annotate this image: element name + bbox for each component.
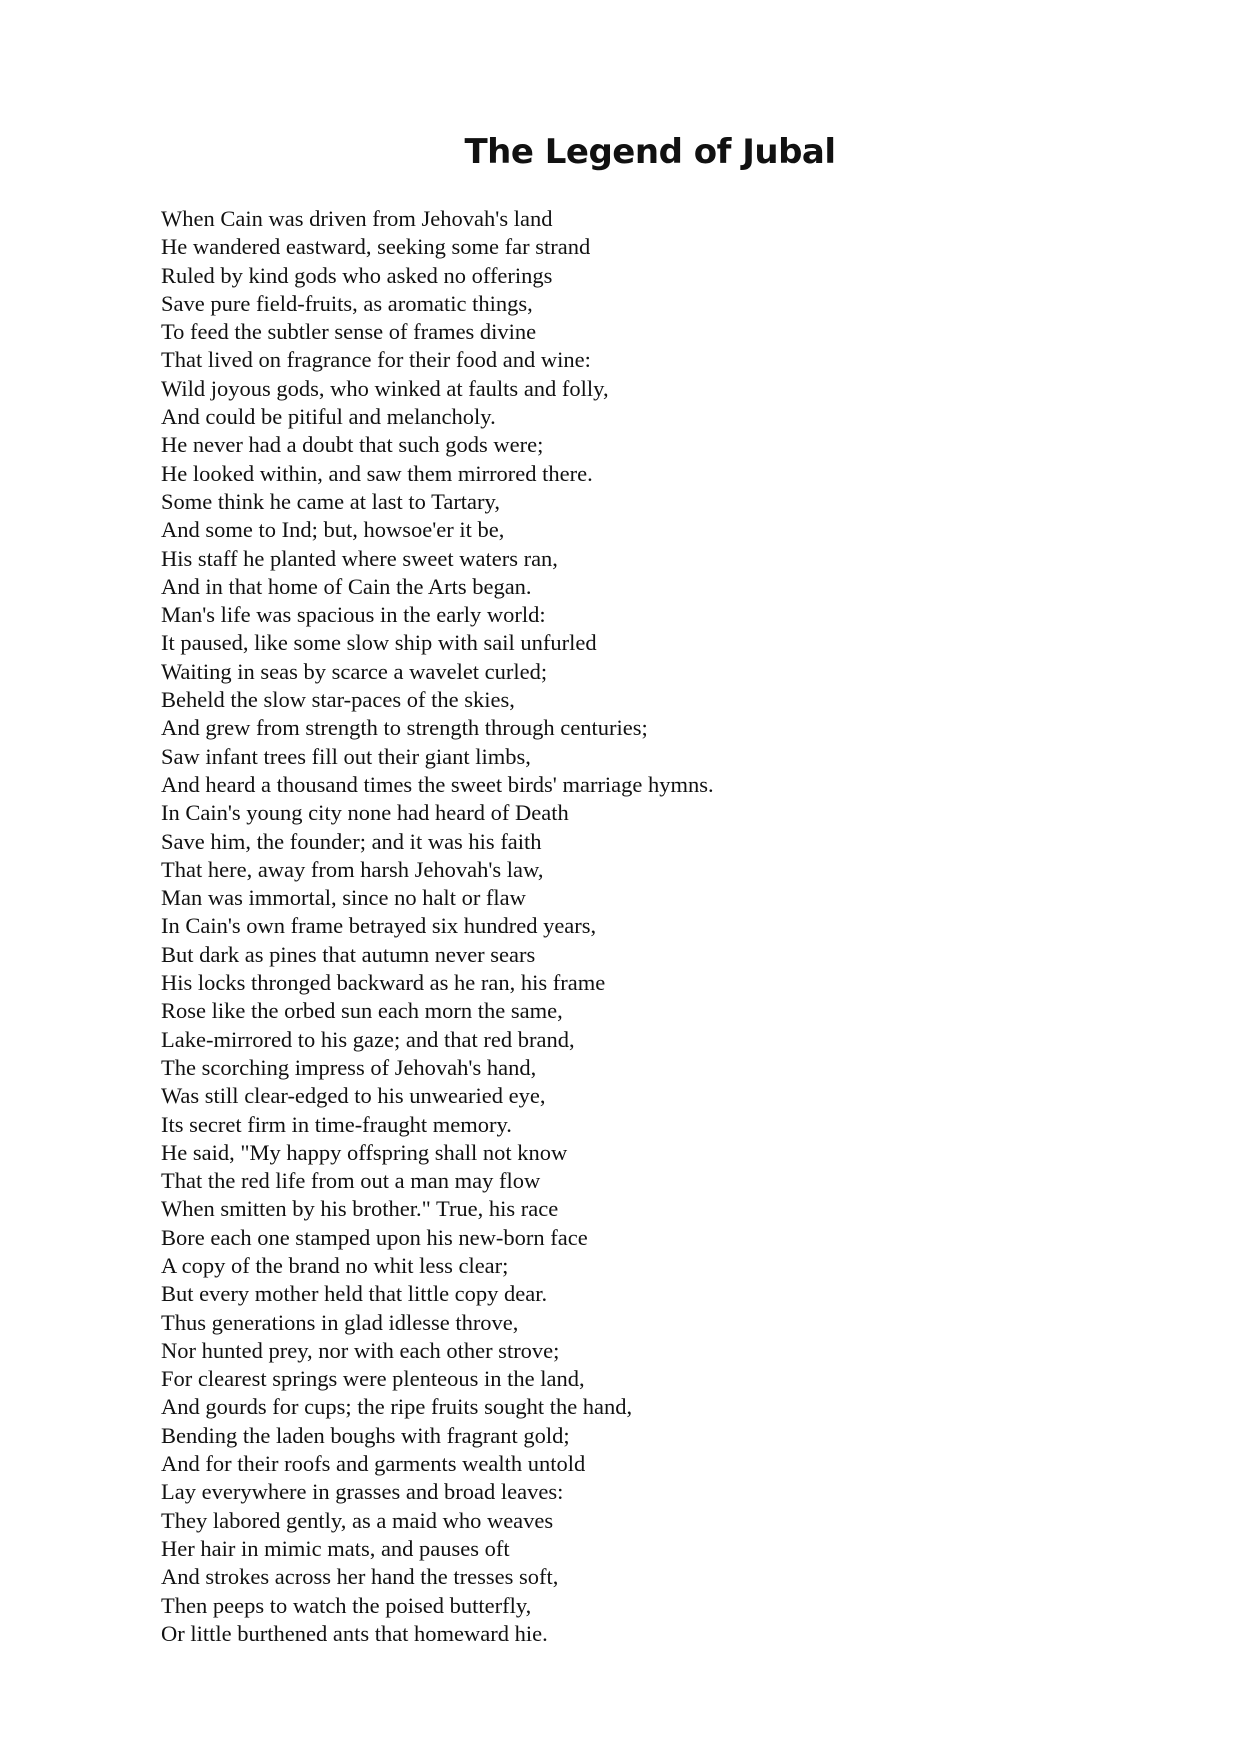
poem-line: Thus generations in glad idlesse throve,: [161, 1309, 519, 1335]
poem-line: His locks thronged backward as he ran, his frame: [161, 970, 606, 996]
poem-line: Nor hunted prey, nor with each other strove;: [161, 1337, 560, 1363]
poem-line: He never had a doubt that such gods were;: [161, 432, 544, 458]
page-title: The Legend of Jubal: [464, 132, 836, 172]
poem-line: Lake-mirrored to his gaze; and that red brand,: [161, 1026, 575, 1052]
poem-line: He looked within, and saw them mirrored there.: [161, 460, 593, 486]
poem-line: When smitten by his brother." True, his race: [161, 1196, 559, 1222]
poem-line: Bore each one stamped upon his new-born face: [161, 1224, 588, 1250]
poem-line: Save pure field-fruits, as aromatic things,: [161, 290, 533, 316]
poem-line: They labored gently, as a maid who weaves: [161, 1507, 554, 1533]
poem-line: And for their roofs and garments wealth untold: [161, 1451, 586, 1477]
poem-line: And could be pitiful and melancholy.: [161, 404, 496, 430]
poem-line: Ruled by kind gods who asked no offerings: [161, 262, 553, 288]
poem-line: A copy of the brand no whit less clear;: [161, 1252, 509, 1278]
poem-line: He wandered eastward, seeking some far strand: [161, 234, 591, 260]
poem-line: Her hair in mimic mats, and pauses oft: [161, 1535, 510, 1561]
poem-line: For clearest springs were plenteous in the land,: [161, 1366, 585, 1392]
poem-line: And some to Ind; but, howsoe'er it be,: [161, 517, 505, 543]
poem-text: [161, 205, 714, 1648]
poem-line: But every mother held that little copy dear.: [161, 1281, 548, 1307]
poem-line: His staff he planted where sweet waters ran,: [161, 545, 558, 571]
poem-line: Bending the laden boughs with fragrant gold;: [161, 1422, 570, 1448]
poem-line: But dark as pines that autumn never sears: [161, 941, 536, 967]
poem-line: That the red life from out a man may flow: [161, 1168, 541, 1194]
poem-line: It paused, like some slow ship with sail unfurled: [161, 630, 597, 656]
poem-line: In Cain's own frame betrayed six hundred years,: [161, 913, 597, 939]
poem-line: Rose like the orbed sun each morn the same,: [161, 998, 563, 1024]
poem-line: That here, away from harsh Jehovah's law,: [161, 856, 544, 882]
poem-line: In Cain's young city none had heard of Death: [161, 800, 569, 826]
poem-line: Its secret firm in time-fraught memory.: [161, 1111, 512, 1137]
poem-line: And in that home of Cain the Arts began.: [161, 573, 532, 599]
poem-line: Man was immortal, since no halt or flaw: [161, 885, 526, 911]
poem-line: Some think he came at last to Tartary,: [161, 488, 500, 514]
poem-line: Beheld the slow star-paces of the skies,: [161, 687, 515, 713]
poem-line: The scorching impress of Jehovah's hand,: [161, 1054, 537, 1080]
poem-line: When Cain was driven from Jehovah's land: [161, 206, 553, 231]
poem-line: Saw infant trees fill out their giant limbs,: [161, 743, 531, 769]
poem-line: Save him, the founder; and it was his faith: [161, 828, 542, 854]
poem-line: Lay everywhere in grasses and broad leaves:: [161, 1479, 564, 1505]
poem-line: And grew from strength to strength through centuries;: [161, 715, 648, 741]
poem-line: And strokes across her hand the tresses soft,: [161, 1564, 559, 1590]
poem-line: Or little burthened ants that homeward hie.: [161, 1620, 548, 1646]
poem-line: He said, "My happy offspring shall not know: [161, 1139, 568, 1165]
poem-line: Wild joyous gods, who winked at faults and folly,: [161, 375, 609, 401]
poem-line: And heard a thousand times the sweet birds' marriage hymns.: [161, 771, 714, 797]
poem-line: Man's life was spacious in the early world:: [161, 602, 546, 628]
poem-line: And gourds for cups; the ripe fruits sought the hand,: [161, 1394, 633, 1420]
poem-line: Then peeps to watch the poised butterfly,: [161, 1592, 532, 1618]
poem-line: Waiting in seas by scarce a wavelet curled;: [161, 658, 548, 684]
poem-line: Was still clear-edged to his unwearied eye,: [161, 1083, 546, 1109]
poem-line: To feed the subtler sense of frames divine: [161, 319, 537, 345]
poem-line: That lived on fragrance for their food and wine:: [161, 347, 591, 373]
